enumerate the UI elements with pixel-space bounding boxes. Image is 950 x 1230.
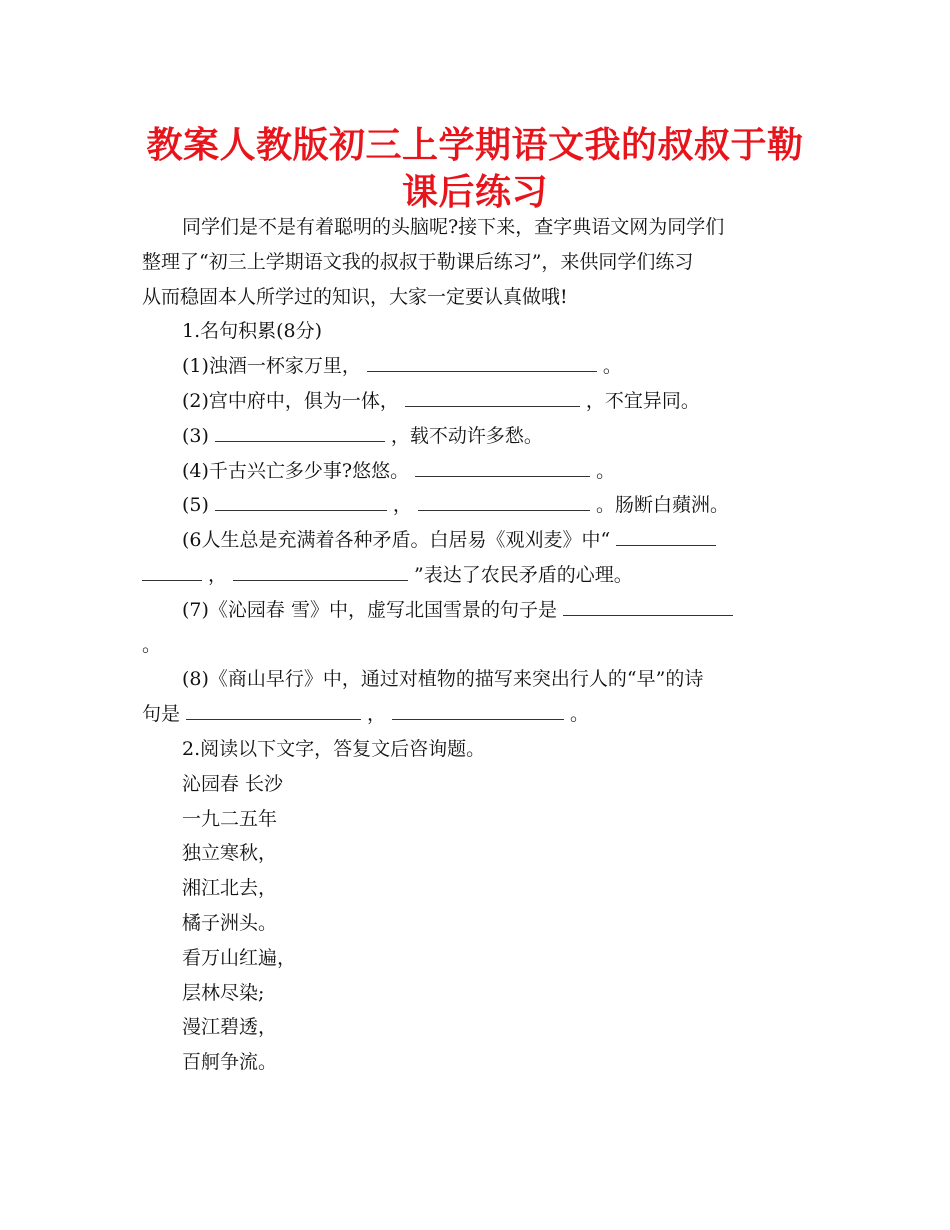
document-title <box>140 122 810 216</box>
answer-blank <box>215 488 387 511</box>
poem-line: 湘江北去， <box>182 877 278 900</box>
intro-line-2: 整理了“初三上学期语文我的叔叔于勒课后练习”，来供同学们练习 <box>142 250 694 273</box>
answer-blank <box>418 488 590 511</box>
intro-line-3: 从而稳固本人所学过的知识，大家一定要认真做哦! <box>142 285 568 308</box>
poem-line: 层林尽染; <box>182 981 265 1004</box>
title-line-2: 课后练习 <box>401 172 548 213</box>
q1-item-2: (2)宫中府中，俱为一体， ，不宜异同。 <box>142 384 810 419</box>
document-body <box>142 210 810 1080</box>
poem-line: 沁园春 长沙 <box>182 772 284 795</box>
q1-item-8a: (8)《商山早行》中，通过对植物的描写来突出行人的“早”的诗 <box>182 668 704 691</box>
answer-blank <box>405 384 580 407</box>
q1-heading: 1.名句积累(8分) <box>182 320 323 343</box>
answer-blank <box>367 349 597 372</box>
answer-blank <box>616 523 716 546</box>
poem-line: 橘子洲头。 <box>182 911 278 934</box>
answer-blank <box>142 558 202 581</box>
poem-line: 一九二五年 <box>182 807 278 830</box>
intro-line-1: 同学们是不是有着聪明的头脑呢?接下来，查字典语文网为同学们 <box>182 216 725 238</box>
poem-line: 漫江碧透， <box>182 1016 278 1039</box>
q1-item-4: (4)千古兴亡多少事?悠悠。 。 <box>142 454 810 489</box>
q1-item-6a: (6人生总是充满着各种矛盾。白居易《观刈麦》中“ <box>142 523 810 558</box>
poem-line: 独立寒秋， <box>182 842 278 865</box>
answer-blank <box>415 454 590 477</box>
answer-blank <box>563 593 733 616</box>
q1-item-3: (3) ，载不动许多愁。 <box>142 419 810 454</box>
poem-line: 百舸争流。 <box>182 1051 278 1074</box>
answer-blank <box>233 558 408 581</box>
title-line-1: 教案人教版初三上学期语文我的叔叔于勒 <box>146 125 804 166</box>
q1-item-8b: 句是 ， 。 <box>142 697 810 732</box>
poem-line: 看万山红遍， <box>182 946 297 969</box>
q2-heading: 2.阅读以下文字，答复文后咨询题。 <box>182 737 486 760</box>
q1-item-6b: ， ”表达了农民矛盾的心理。 <box>142 558 810 593</box>
answer-blank <box>392 697 564 720</box>
q1-item-1: (1)浊酒一杯家万里， 。 <box>142 349 810 384</box>
answer-blank <box>186 697 361 720</box>
q1-item-5: (5) ， 。肠断白蘋洲。 <box>142 488 810 523</box>
answer-blank <box>215 419 385 442</box>
q1-item-7a: (7)《沁园春 雪》中，虚写北国雪景的句子是 <box>142 593 810 628</box>
q1-item-7b: 。 <box>142 633 162 656</box>
